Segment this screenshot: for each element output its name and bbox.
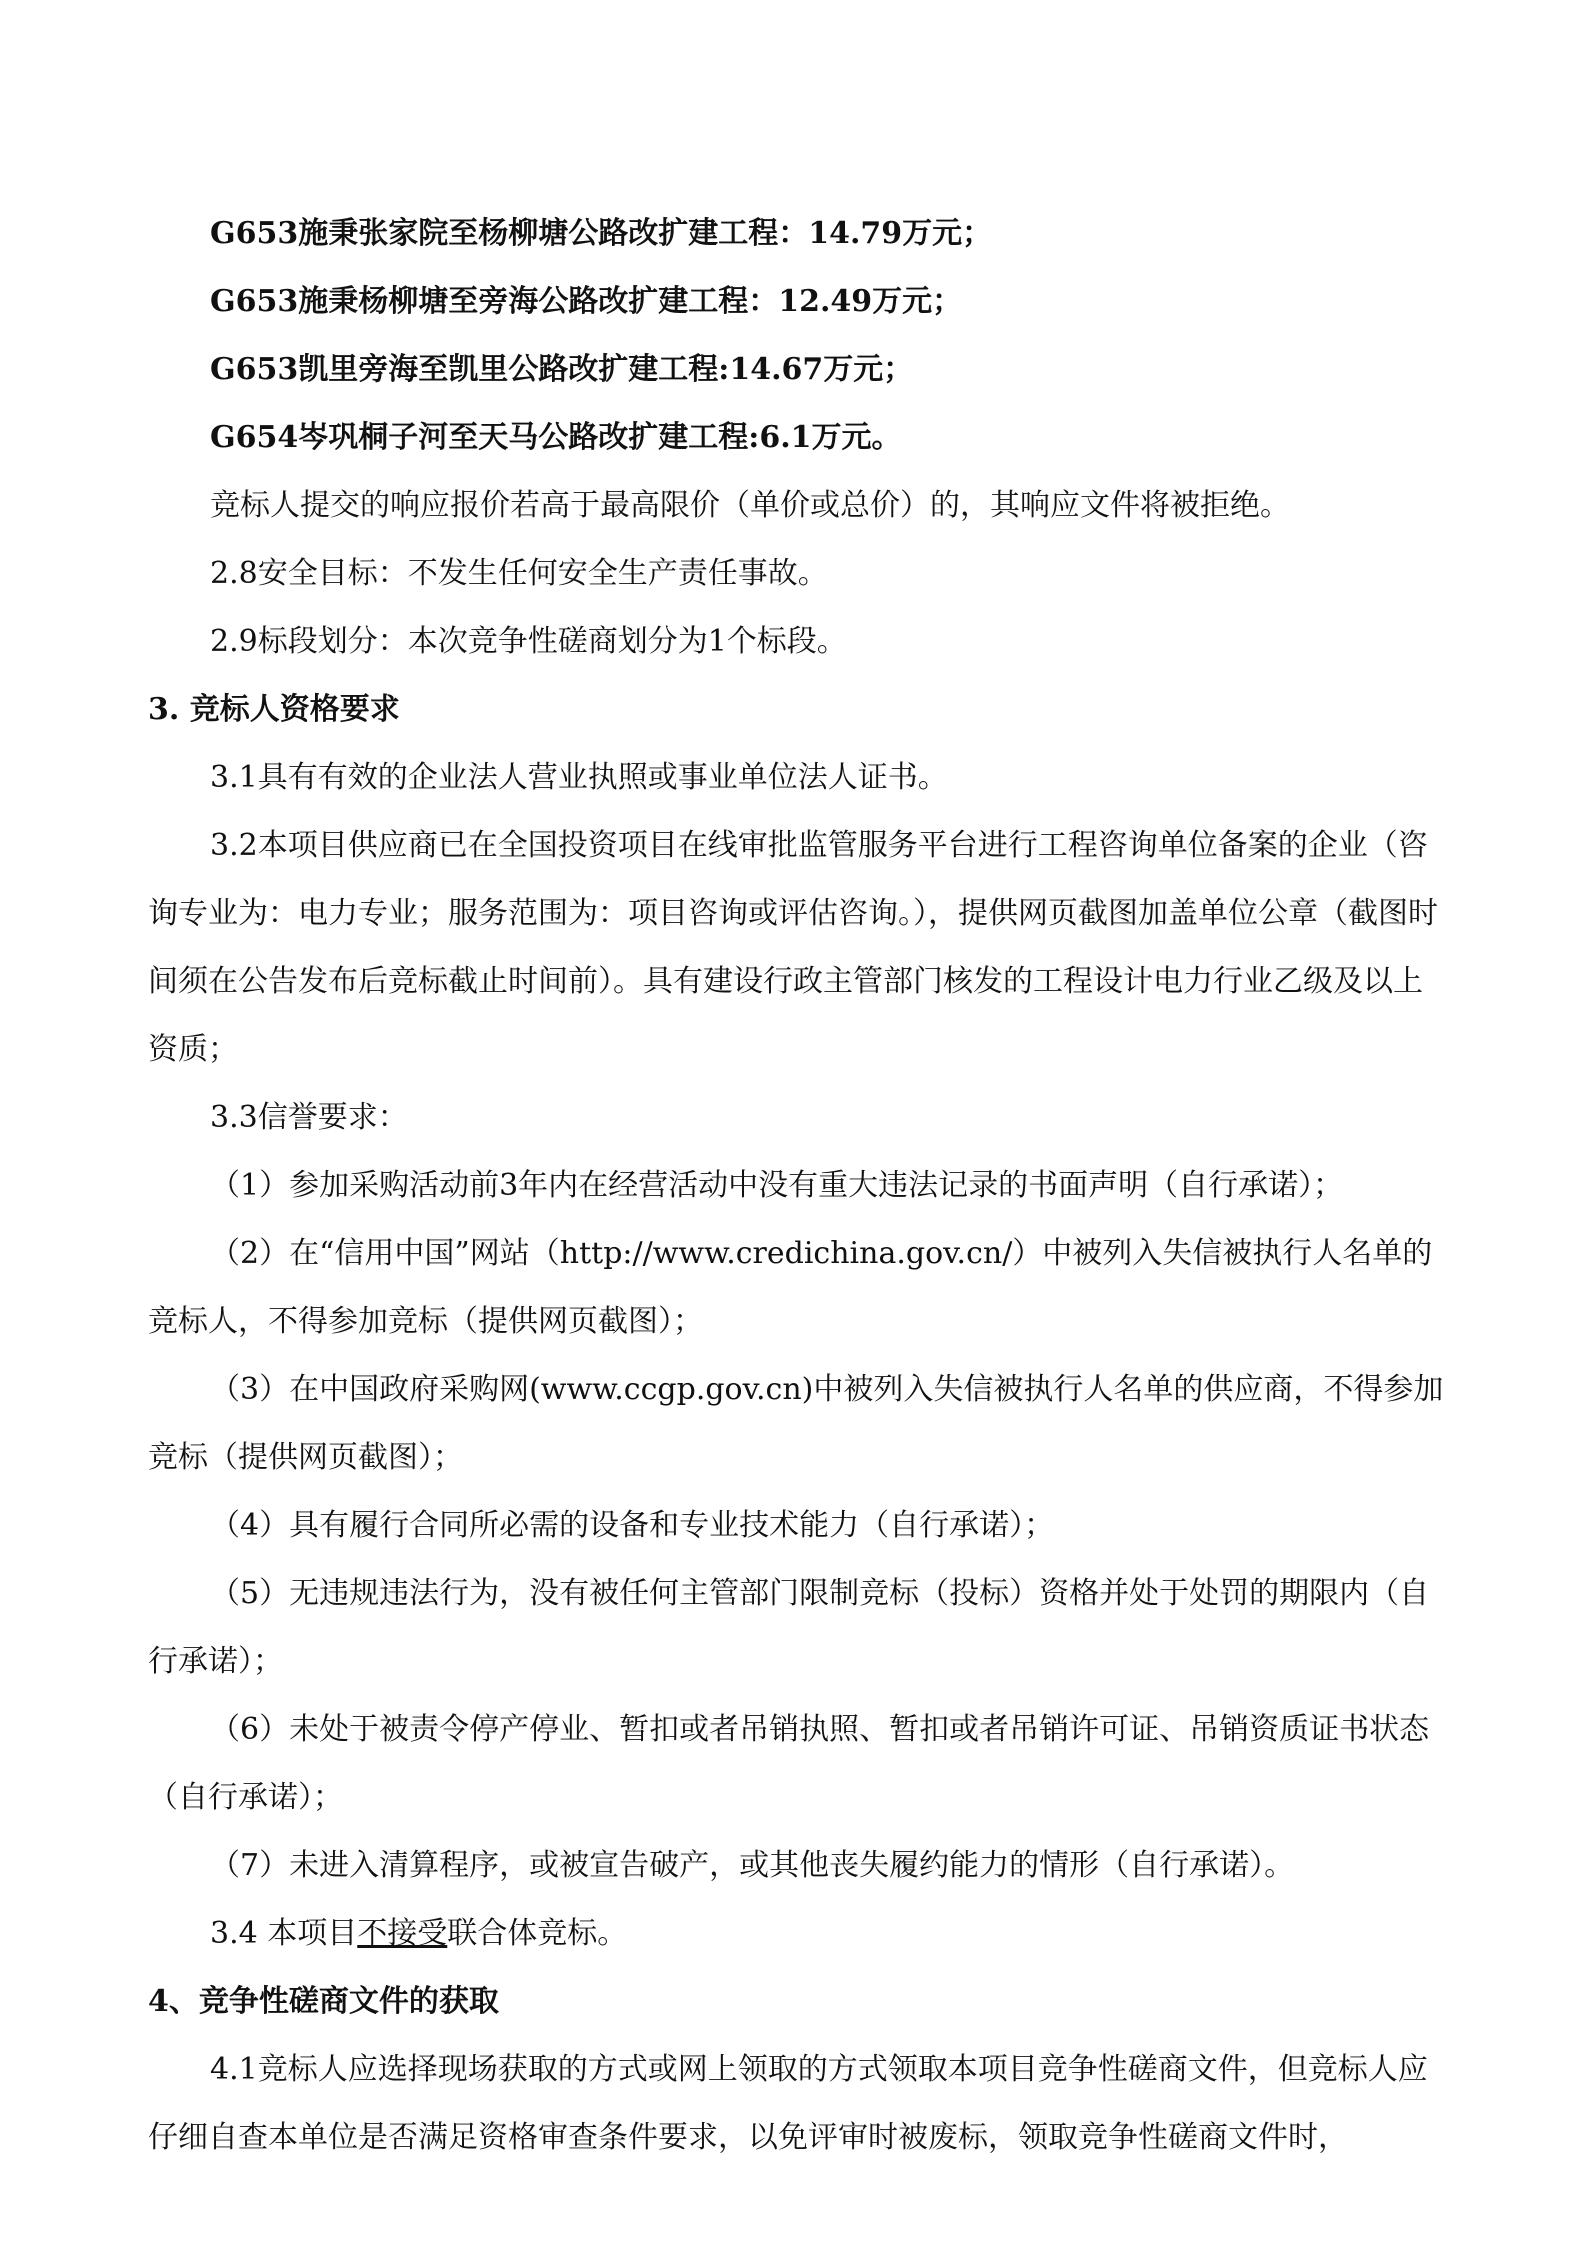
credit-item: （3）在中国政府采购网(www.ccgp.gov.cn)中被列入失信被执行人名单的供应商，不得参加竞标（提供网页截图）； bbox=[148, 1372, 1444, 1475]
credit-item: （7）未进入清算程序，或被宣告破产，或其他丧失履约能力的情形（自行承诺）。 bbox=[210, 1848, 1295, 1883]
section-2-8: 2.8安全目标：不发生任何安全生产责任事故。 bbox=[210, 556, 828, 591]
section-3-1: 3.1具有有效的企业法人营业执照或事业单位法人证书。 bbox=[210, 760, 948, 795]
document-page bbox=[148, 200, 1448, 2172]
heading-4: 4、竞争性磋商文件的获取 bbox=[148, 1984, 499, 2019]
credit-item: （5）无违规违法行为，没有被任何主管部门限制竞标（投标）资格并处于处罚的期限内（自行承诺）； bbox=[148, 1576, 1430, 1679]
price-line: G653凯里旁海至凯里公路改扩建工程:14.67万元； bbox=[210, 352, 914, 387]
section-3-3: 3.3信誉要求： bbox=[210, 1100, 408, 1135]
section-3-2: 3.2本项目供应商已在全国投资项目在线审批监管服务平台进行工程咨询单位备案的企业（咨询专业为：电力专业；服务范围为：项目咨询或评估咨询。），提供网页截图加盖单位公章（截图时间须在公告发布后竞标截止时间前）。具有建设行政主管部门核发的工程设计电力行业乙级及以上资质； bbox=[148, 828, 1438, 1067]
section-3-4 bbox=[148, 1900, 1448, 1968]
price-line: G653施秉杨柳塘至旁海公路改扩建工程：12.49万元； bbox=[210, 284, 963, 319]
section-3-4-underlined: 不接受 bbox=[357, 1916, 448, 1951]
credit-item: （2）在“信用中国”网站（http://www.credichina.gov.cn/）中被列入失信被执行人名单的竞标人，不得参加竞标（提供网页截图）； bbox=[148, 1236, 1433, 1339]
section-3-4-prefix: 3.4 本项目 bbox=[210, 1916, 358, 1951]
credit-item: （6）未处于被责令停产停业、暂扣或者吊销执照、暂扣或者吊销许可证、吊销资质证书状态（自行承诺）； bbox=[148, 1712, 1430, 1815]
heading-3: 3. 竞标人资格要求 bbox=[148, 692, 400, 727]
section-2-9: 2.9标段划分：本次竞争性磋商划分为1个标段。 bbox=[210, 624, 847, 659]
price-line: G654岑巩桐子河至天马公路改扩建工程:6.1万元。 bbox=[210, 420, 902, 455]
reject-note: 竞标人提交的响应报价若高于最高限价（单价或总价）的，其响应文件将被拒绝。 bbox=[210, 488, 1290, 523]
section-3-4-suffix: 联合体竞标。 bbox=[447, 1916, 628, 1951]
section-4-1: 4.1竞标人应选择现场获取的方式或网上领取的方式领取本项目竞争性磋商文件，但竞标人应仔细自查本单位是否满足资格审查条件要求，以免评审时被废标，领取竞争性磋商文件时， bbox=[148, 2052, 1428, 2155]
credit-item: （1）参加采购活动前3年内在经营活动中没有重大违法记录的书面声明（自行承诺）； bbox=[210, 1168, 1344, 1203]
price-line: G653施秉张家院至杨柳塘公路改扩建工程：14.79万元； bbox=[210, 216, 993, 251]
credit-item: （4）具有履行合同所必需的设备和专业技术能力（自行承诺）； bbox=[210, 1508, 1055, 1543]
